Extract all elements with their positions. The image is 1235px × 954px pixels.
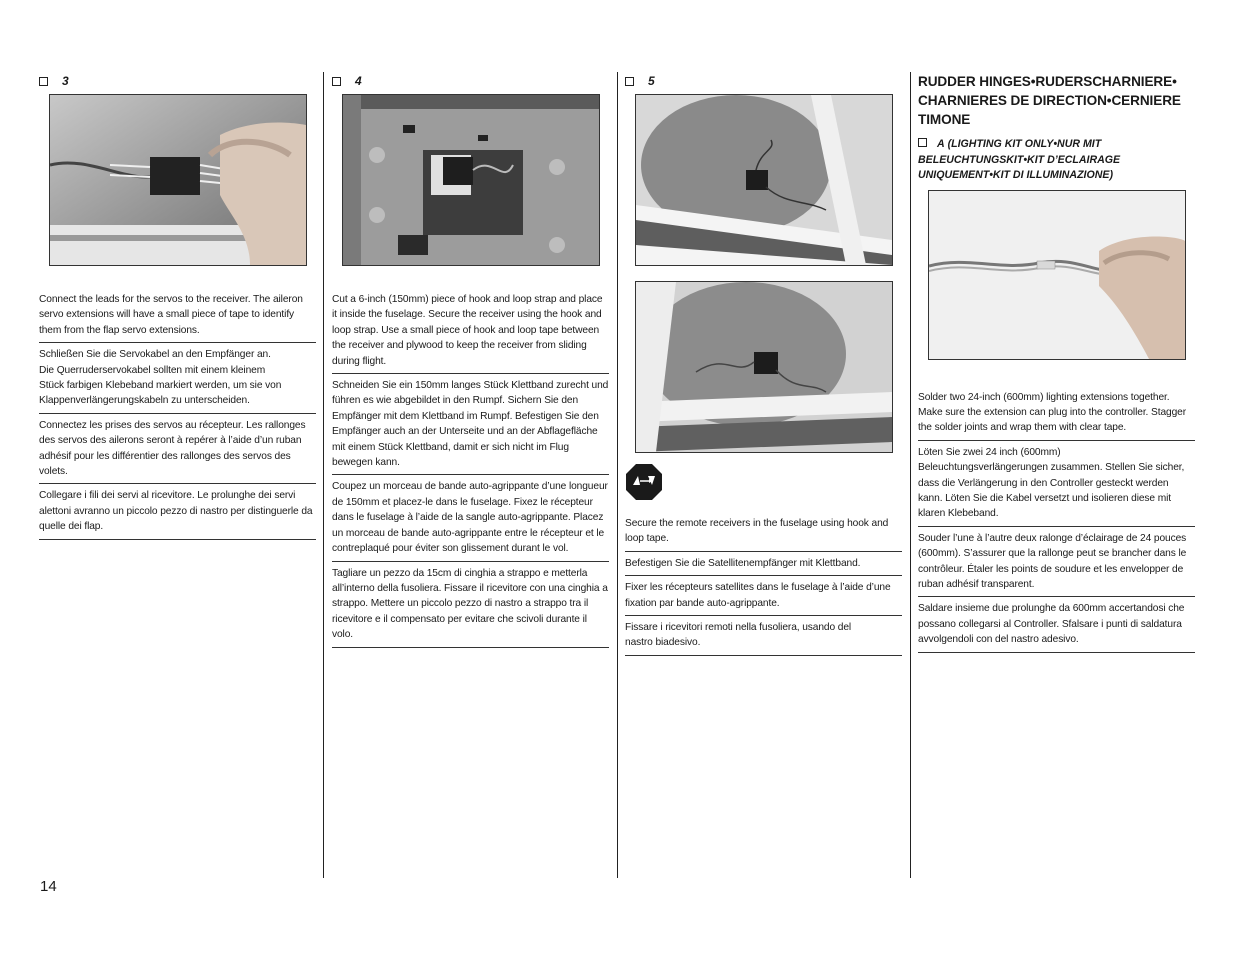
column-divider	[323, 72, 324, 878]
paragraph-english: Solder two 24-inch (600mm) lighting extensions together. Make sure the extension can plug into the controller. Stagger the solder joints and wrap them with clear tape.	[918, 386, 1195, 441]
rudder-hinges-column	[918, 72, 1195, 653]
paragraph-italian: Collegare i fili dei servi al ricevitore. Le prolunghe dei servi alettoni avranno un piccolo pezzo di nastro per distinguerle da quelle dei flap.	[39, 484, 316, 539]
checkbox-icon[interactable]	[625, 77, 634, 86]
step-a-header	[918, 137, 1195, 184]
receiver-leads-photo	[49, 94, 307, 266]
satellite-receiver-photo-1	[635, 94, 893, 266]
checkbox-icon[interactable]	[39, 77, 48, 86]
step-3-column	[39, 72, 316, 540]
step-number: 3	[62, 74, 69, 88]
paragraph-italian: Tagliare un pezzo da 15cm di cinghia a strappo e metterla all’interno della fusoliera. Fissare il ricevitore con una cinghia a strappo. Mettere un piccolo pezzo di nastro a strappo tra il ricevitore e il compensato per evitare che scivoli durante il volo.	[332, 562, 609, 648]
step-4-column	[332, 72, 609, 648]
paragraph-german: Schneiden Sie ein 150mm langes Stück Klettband zurecht und führen es wie abgebildet in den Rumpf. Sichern Sie den Empfänger mit dem Klettband im Rumpf. Befestigen Sie den Empfänger auch an der Unterseite und an der Abflagefläche mit einem Stück Klettband, damit er sich nicht im Flug bewegen kann.	[332, 374, 609, 475]
paragraph-french: Coupez un morceau de bande auto-agrippante d’une longueur de 150mm et placez-le dans le fuselage. Fixez le récepteur dans le fuselage à l’aide de la sangle auto-agrippante. Placez un morceau de bande auto-agrippante entre le récepteur et le contreplaqué pour éviter son glissement durant le vol.	[332, 475, 609, 561]
step-number: 5	[648, 74, 655, 88]
column-divider	[617, 72, 618, 878]
step-5-header	[625, 72, 902, 90]
paragraph-italian: Saldare insieme due prolunghe da 600mm accertandosi che possano collegarsi al Controller. Sfalsare i punti di saldatura avvolgendoli con del nastro adesivo.	[918, 597, 1195, 652]
paragraph-french: Fixer les récepteurs satellites dans le fuselage à l’aide d’une fixation par bande auto-agrippante.	[625, 576, 902, 616]
step-letter: A	[937, 138, 945, 150]
paragraph-french: Connectez les prises des servos au récepteur. Les rallonges des servos des ailerons seront à repérer à l’aide d’un ruban adhésif pour les différentier des rallonges des servos des volets.	[39, 414, 316, 485]
step-5-column	[625, 72, 902, 656]
column-divider	[910, 72, 911, 878]
step-4-header	[332, 72, 609, 90]
lighting-extension-photo	[928, 190, 1186, 360]
receiver-in-fuselage-photo	[342, 94, 600, 266]
step-number: 4	[355, 74, 362, 88]
paragraph-french: Souder l’une à l’autre deux ralonge d’éclairage de 24 pouces (600mm). S’assurer que la rallonge peut se brancher dans le contrôleur. Étaler les points de soudure et les envelopper de ruban adhésif transparent.	[918, 527, 1195, 598]
paragraph-english: Cut a 6-inch (150mm) piece of hook and loop strap and place it inside the fuselage. Secure the receiver using the hook and loop strap. Use a small piece of hook and loop tape between the receiver and plywood to keep the receiver from sliding during flight.	[332, 288, 609, 374]
step-subtitle: (LIGHTING KIT ONLY•NUR MIT BELEUCHTUNGSKIT•KIT D’ECLAIRAGE UNIQUEMENT•KIT DI ILLUMINAZIONE)	[918, 138, 1121, 181]
paragraph-english: Secure the remote receivers in the fuselage using hook and loop tape.	[625, 512, 902, 552]
paragraph-german: Befestigen Sie die Satellitenempfänger mit Klettband.	[625, 552, 902, 576]
step-3-header	[39, 72, 316, 90]
checkbox-icon[interactable]	[332, 77, 341, 86]
satellite-receiver-photo-2	[635, 281, 893, 453]
page-number: 14	[40, 878, 57, 895]
flight-range-icon	[625, 463, 663, 501]
paragraph-italian: Fissare i ricevitori remoti nella fusoliera, usando del nastro biadesivo.	[625, 616, 902, 656]
section-title: RUDDER HINGES•RUDERSCHARNIERE• CHARNIERES DE DIRECTION•CERNIERE TIMONE	[918, 74, 1181, 127]
paragraph-german: Löten Sie zwei 24 inch (600mm) Beleuchtungsverlängerungen zusammen. Stellen Sie sicher, dass die Verlängerung in den Controller gesteckt werden kann. Löten Sie die Kabel versetzt und isolieren diese mit klaren Klebeband.	[918, 441, 1195, 527]
checkbox-icon[interactable]	[918, 138, 927, 147]
paragraph-english: Connect the leads for the servos to the receiver. The aileron servo extensions will have a small piece of tape to identify them from the flap servo extensions.	[39, 288, 316, 343]
paragraph-german: Schließen Sie die Servokabel an den Empfänger an. Die Querruderservokabel sollten mit einem kleinem Stück farbigen Klebeband markiert werden, um sie von Klappenverlängerungskabeln zu unterscheiden.	[39, 343, 316, 414]
